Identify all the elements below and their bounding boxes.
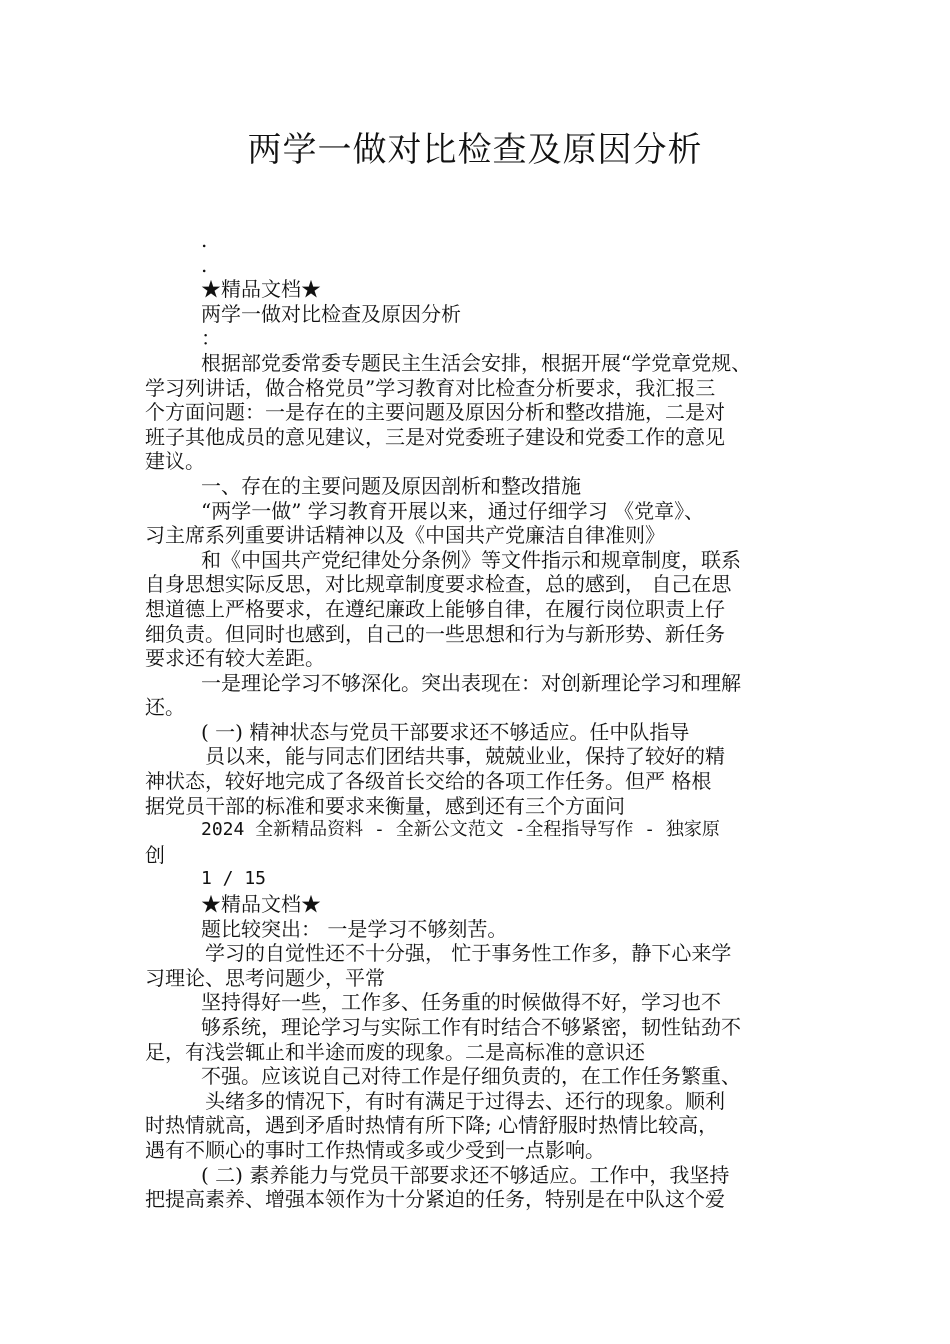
paragraph-line: 够系统，理论学习与实际工作有时结合不够紧密，韧性钻劲不: [201, 1015, 741, 1039]
text-line: .: [201, 228, 208, 252]
paragraph-line: 据党员干部的标准和要求来衡量，感到还有三个方面问: [145, 793, 625, 818]
paragraph-line: 要求还有较大差距。: [145, 646, 325, 671]
document-body: [145, 228, 810, 1212]
paragraph-line: 习理论、思考问题少，平常: [145, 965, 385, 990]
paragraph-line: ( 二) 素养能力与党员干部要求还不够适应。工作中，我坚持: [201, 1162, 730, 1187]
paragraph-line: 一是理论学习不够深化。突出表现在：对创新理论学习和理解: [201, 670, 741, 695]
paragraph-line: 想道德上严格要求，在遵纪廉政上能够自律，在履行岗位职责上仔: [145, 596, 725, 621]
paragraph-line: 建议。: [145, 449, 205, 474]
section-heading: 一、存在的主要问题及原因剖析和整改措施: [201, 473, 581, 498]
paragraph-line: 把提高素养、增强本领作为十分紧迫的任务，特别是在中队这个爱: [145, 1187, 725, 1212]
paragraph-line: 学习列讲话，做合格党员”学习教育对比检查分析要求，我汇报三: [145, 375, 716, 400]
paragraph-line: 还。: [145, 695, 185, 720]
paragraph-line: 习主席系列重要讲话精神以及《中国共产党廉洁自律准则》: [145, 523, 665, 548]
page-number: 1 / 15: [201, 868, 267, 890]
paragraph-line: 班子其他成员的意见建议，三是对党委班子建设和党委工作的意见: [145, 424, 725, 449]
paragraph-line: 自身思想实际反思，对比规章制度要求检查，总的感到， 自己在思: [145, 572, 732, 597]
text-line: ：: [201, 326, 221, 351]
paragraph-line: 根据部党委常委专题民主生活会安排，根据开展“学党章党规、: [201, 350, 752, 375]
paragraph-line: 学习的自觉性还不十分强， 忙于事务性工作多，静下心来学: [205, 941, 732, 966]
paragraph-line: 坚持得好一些，工作多、任务重的时候做得不好，学习也不: [201, 990, 721, 1015]
paragraph-line: 题比较突出： 一是学习不够刻苦。: [201, 916, 508, 941]
paragraph-line: 头绪多的情况下，有时有满足于过得去、还行的现象。顺利: [205, 1088, 725, 1113]
paragraph-line: 足，有浅尝辄止和半途而废的现象。二是高标准的意识还: [145, 1039, 645, 1064]
subtitle-line: 两学一做对比检查及原因分析: [201, 301, 461, 326]
text-line: .: [201, 252, 208, 277]
paragraph-line: 不强。应该说自己对待工作是仔细负责的，在工作任务繁重、: [201, 1064, 741, 1089]
doc-header-mark: ★精品文档★: [201, 277, 321, 302]
paragraph-line: 和《中国共产党纪律处分条例》等文件指示和规章制度，联系: [201, 547, 741, 572]
document-title: 两学一做对比检查及原因分析: [247, 130, 703, 170]
paragraph-line: 遇有不顺心的事时工作热情或多或少受到一点影响。: [145, 1137, 605, 1162]
paragraph-line: ( 一) 精神状态与党员干部要求还不够适应。任中队指导: [201, 719, 690, 744]
paragraph-line: 时热情就高，遇到矛盾时热情有所下降; 心情舒服时热情比较高，: [145, 1113, 719, 1138]
doc-header-mark: ★精品文档★: [201, 892, 321, 917]
paragraph-line: 个方面问题：一是存在的主要问题及原因分析和整改措施，二是对: [145, 400, 725, 425]
paragraph-line: “两学一做” 学习教育开展以来，通过仔细学习 《党章》、: [201, 498, 705, 523]
paragraph-line: 神状态，较好地完成了各级首长交给的各项工作任务。但严 格根: [145, 769, 712, 794]
paragraph-line: 员以来，能与同志们团结共事，兢兢业业，保持了较好的精: [205, 744, 725, 769]
page-footer-text: 2024 全新精品资料 - 全新公文范文 -全程指导写作 - 独家原: [201, 819, 720, 841]
paragraph-line: 细负责。但同时也感到，自己的一些思想和行为与新形势、新任务: [145, 621, 725, 646]
page-footer-text: 创: [145, 842, 165, 867]
